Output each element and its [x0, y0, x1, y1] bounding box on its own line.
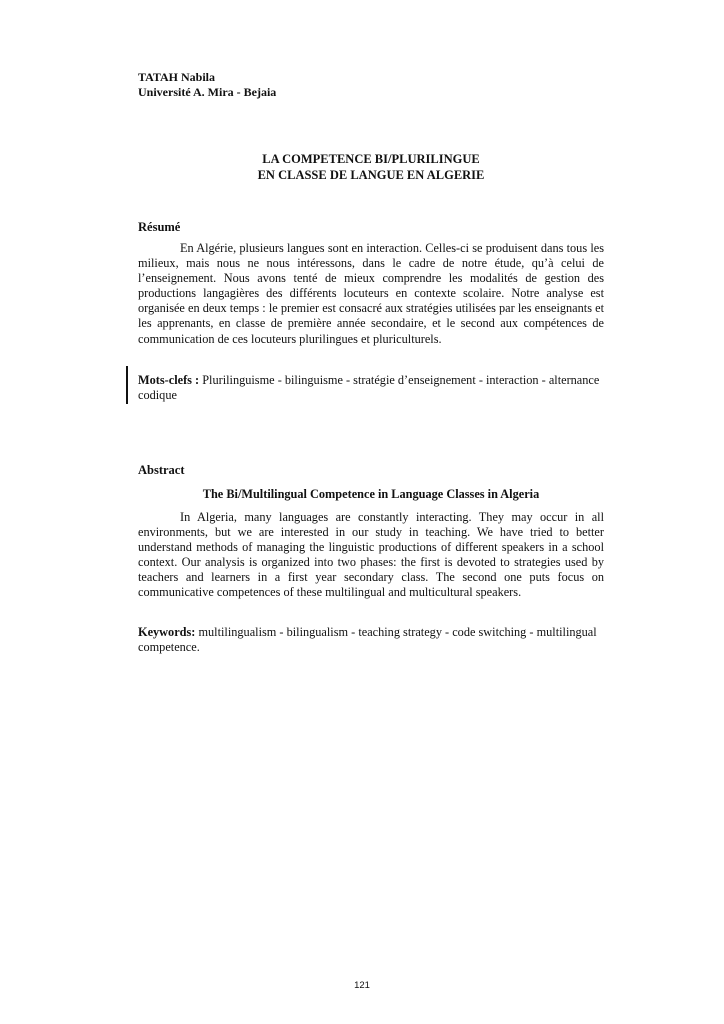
abstract-keywords [138, 625, 604, 655]
title-line-1: LA COMPETENCE BI/PLURILINGUE [262, 152, 480, 166]
author-name: TATAH Nabila [138, 70, 216, 84]
resume-keywords [138, 373, 604, 403]
author-block [138, 70, 276, 100]
abstract-keywords-label: Keywords: [138, 625, 196, 639]
abstract-body-text: In Algeria, many languages are constantly interacting. They may occur in all environments, but we are interested in our study in teaching. We have tried to better understand methods of managing the linguistic productions of different speakers in a school context. Our analysis is organized into two phases: the first is devoted to strategies used by teachers and learners in a first year secondary class. The second one puts focus on communicative competences of these multilingual and multicultural speakers. [138, 510, 604, 600]
page-title [138, 151, 604, 183]
resume-body [138, 241, 604, 347]
page-number: 121 [354, 980, 370, 991]
resume-keywords-label: Mots-clefs : [138, 373, 200, 387]
resume-keywords-text: Plurilinguisme - bilinguisme - stratégie d’enseignement - interaction - alternance codique [138, 373, 600, 403]
abstract-body [138, 510, 604, 601]
resume-heading: Résumé [138, 220, 181, 234]
abstract-keywords-text: multilingualism - bilingualism - teaching strategy - code switching - multilingual competence. [138, 625, 597, 655]
abstract-subtitle: The Bi/Multilingual Competence in Language Classes in Algeria [202, 487, 540, 501]
abstract-heading: Abstract [138, 463, 185, 477]
resume-body-text: En Algérie, plusieurs langues sont en interaction. Celles-ci se produisent dans tous les milieux, mais nous ne nous intéressons, dans le cadre de notre étude, qu’à celui de l’enseignement. Nous avons tenté de mieux comprendre les modalités de gestion des productions langagières des différents locuteurs en contexte scolaire. Notre analyse est organisée en deux temps : le premier est consacré aux stratégies utilisées par les enseignants et les apprenants, en classe de première année secondaire, et le second aux compétences de communication de ces locuteurs plurilingues et pluriculturels. [138, 241, 604, 346]
author-affiliation: Université A. Mira - Bejaia [138, 85, 277, 99]
change-bar [126, 366, 128, 404]
title-line-2: EN CLASSE DE LANGUE EN ALGERIE [257, 168, 485, 182]
